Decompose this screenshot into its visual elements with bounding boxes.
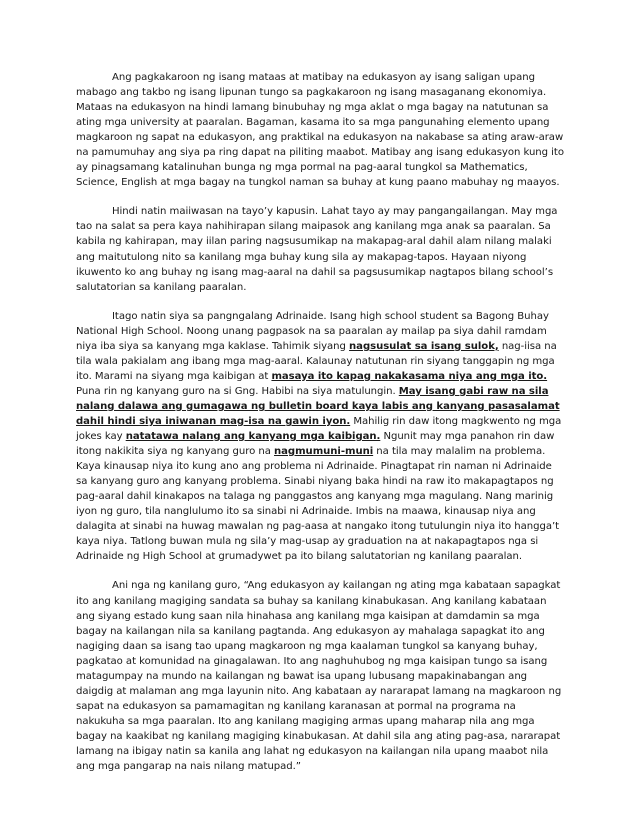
paragraph-4 (76, 578, 564, 774)
paragraph-3-text: nag-iisa na tila wala pakialam ang ibang mga mag-aaral. Kalaunay natutunan rin siyang tanggapin ng mga ito. Marami na siyang mga kaibigan at (76, 340, 557, 382)
paragraph-4-text: Ani nga ng kanilang guro, “Ang edukasyon ay kailangan ng ating mga kabataan sapagkat ito ang kanilang magiging sandata sa buhay sa kanilang kinabukasan. Ang kanilang kabataan ang siyang estado kung saan nila hinahasa ang kanilang mga kaisipan at damdamin sa mga bagay na kailangan nila sa kanilang pagtanda. Ang edukasyon ay mahalaga sapagkat ito ang nagiging daan sa isang tao upang magkaroon ng mga kaalaman tungkol sa kanyang buhay, pagkatao at komunidad na ginagalawan. Ito ang naghuhubog ng mga kaisipan tungo sa isang matagumpay na mundo na kailangan ng bawat isa upang lubusang mapakinabangan ang daigdig at malaman ang mga layunin nito. Ang kabataan ay nararapat lamang na magkaroon ng sapat na edukasyon sa pamamagitan ng kanilang karanasan at pormal na programa na nakukuha sa mga paaralan. Ito ang kanilang magiging armas upang maharap nila ang mga bagay na kaakibat ng kanilang magiging kinabukasan. At dahil sila ang ating pag-asa, nararapat lamang na ibigay natin sa kanila ang lahat ng edukasyon na kailangan nila upang maabot nila ang mga pangarap na nais nilang matupad.” (76, 580, 562, 773)
underlined-phrase: nagsusulat sa isang sulok, (349, 340, 499, 352)
paragraph-3-text: na tila may malalim na problema. Kaya kinausap niya ito kung ano ang problema ni Adrinaide. Pinagtapat rin naman ni Adrinaide sa kanyang guro ang kanyang problema. Sinabi niyang baka hindi na raw ito makapagtapos ng pag-aaral dahil kinakapos na talaga ng panggastos ang kanyang mga magulang. Nang marinig iyon ng guro, tila nanglulumo ito sa sinabi ni Adrinaide. Imbis na maawa, kinausap niya ang dalagita at sinabi na huwag mawalan ng pag-aasa at nangako itong tutulungin niya ito hangga’t kaya niya. Tatlong buwan mula ng sila’y mag-usap ay graduation na at nakapagtapos nga si Adrinaide ng High School at grumadywet pa ito bilang salutatorian ng kanilang paaralan. (76, 446, 560, 563)
paragraph-2-text: Hindi natin maiiwasan na tayo’y kapusin. Lahat tayo ay may pangangailangan. May mga tao na salat sa pera kaya nahihirapan silang maipasok ang kanilang mga anak sa paaralan. Sa kabila ng kahirapan, may iilan paring nagsusumikap na makapag-aral dahil alam nilang malaki ang maitutulong nito sa kanilang mga buhay kung sila ay makapag-tapos. Hayaan niyong ikuwento ko ang buhay ng isang mag-aaral na dahil sa pagsusumikap nagtapos bilang school’s salutatorian sa kanilang paaralan. (76, 206, 558, 293)
paragraph-2 (76, 204, 564, 294)
paragraph-3 (76, 309, 564, 565)
underlined-phrase: May isang gabi raw na sila nalang dalawa ang gumagawa ng bulletin board kaya labis ang kanyang pasasalamat dahil hindi siya iniwanan mag-isa na gawin iyon. (76, 385, 560, 427)
underlined-phrase: masaya ito kapag nakakasama niya ang mga ito. (271, 370, 548, 382)
document-page (76, 70, 564, 788)
underlined-phrase: natatawa nalang ang kanyang mga kaibigan. (125, 431, 381, 443)
paragraph-1 (76, 70, 564, 190)
paragraph-3-text: Ngunit may mga panahon rin daw itong nakikita siya ng kanyang guro na (76, 431, 555, 458)
paragraph-3-text: Puna rin ng kanyang guro na si Gng. Habibi na siya matulungin. (76, 385, 399, 397)
paragraph-1-text: Ang pagkakaroon ng isang mataas at matibay na edukasyon ay isang saligan upang mabago ang takbo ng isang lipunan tungo sa pagkakaroon ng isang masaganang ekonomiya. Mataas na edukasyon na hindi lamang binubuhay ng mga aklat o mga bagay na natutunan sa ating mga university at paaralan. Bagaman, kasama ito sa mga pangunahing elemento upang magkaroon ng sapat na edukasyon, ang praktikal na edukasyon na nakabase sa ating araw-araw na pamumuhay ang siya pa ring dapat na piliting maabot. Matibay ang isang edukasyon kung ito ay pinagsamang katalinuhan bunga ng mga pormal na pag-aaral tungkol sa Mathematics, Science, English at mga bagay na tungkol naman sa buhay at kung paano mabuhay ng maayos. (76, 72, 564, 189)
paragraph-3-text: Itago natin siya sa pangngalang Adrinaide. Isang high school student sa Bagong Buhay National High School. Noong unang pagpasok na sa paaralan ay mailap pa siya dahil ramdam niya iba siya sa kanyang mga kaklase. Tahimik siyang (76, 310, 549, 352)
underlined-phrase: nagmumuni-muni (274, 446, 374, 458)
paragraph-3-text: Mahilig rin daw itong magkwento ng mga jokes kay (76, 415, 562, 443)
